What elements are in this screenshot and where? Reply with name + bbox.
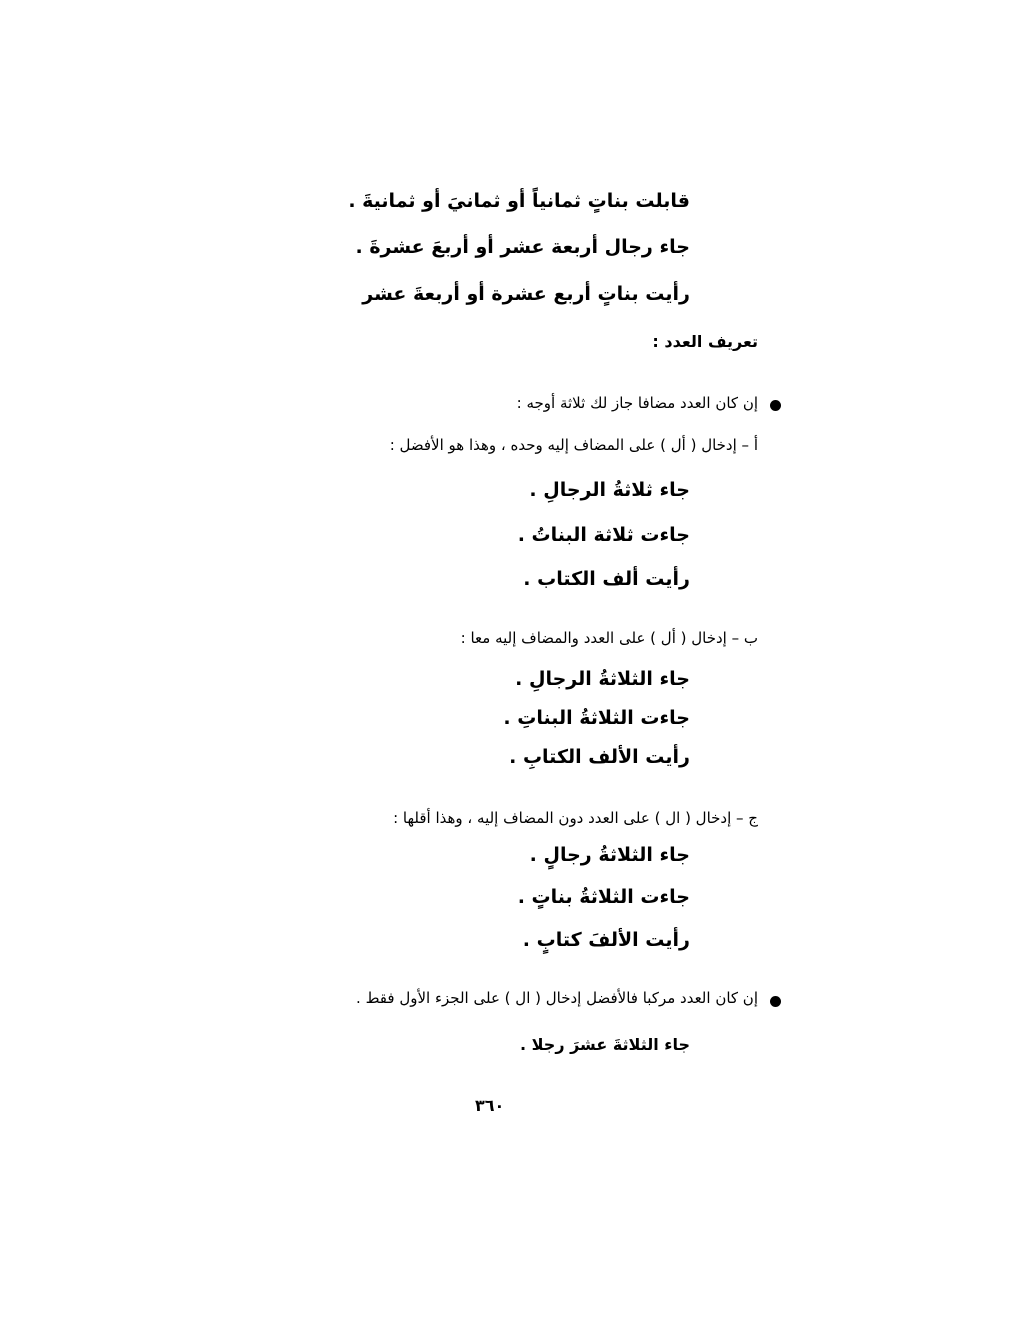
example-line: رأيت الألفَ كتابٍ . bbox=[522, 929, 690, 951]
case-c-text: ج – إدخال ( ال ) على العدد دون المضاف إليه ، وهذا أقلها : bbox=[393, 809, 758, 827]
case-b-text: ب – إدخال ( أل ) على العدد والمضاف إليه معا : bbox=[460, 629, 758, 647]
section-heading: تعريف العدد : bbox=[652, 332, 758, 351]
example-line: جاء الثلاثةُ رجالٍ . bbox=[529, 844, 690, 866]
example-line: جاءت ثلاثة البناتُ . bbox=[517, 524, 690, 546]
example-line: جاء الثلاثةُ الرجالِ . bbox=[515, 668, 690, 690]
example-line: جاءت الثلاثةُ بناتٍ . bbox=[517, 886, 690, 908]
rule-text: إن كان العدد مضافا جاز لك ثلاثة أوجه : bbox=[516, 394, 758, 412]
bullet-icon bbox=[770, 400, 781, 411]
example-line: جاء رجال أربعة عشر أو أربعَ عشرةَ . bbox=[355, 236, 690, 258]
example-line: رأيت الألف الكتابِ . bbox=[509, 746, 690, 768]
page-number: ٣٦٠ bbox=[475, 1096, 505, 1115]
bullet-icon bbox=[770, 996, 781, 1007]
example-line: جاءت الثلاثةُ البناتِ . bbox=[503, 707, 690, 729]
rule-text: إن كان العدد مركبا فالأفضل إدخال ( ال ) على الجزء الأول فقط . bbox=[356, 989, 758, 1007]
example-line: رأيت بناتٍ أربع عشرة أو أربعةَ عشر bbox=[362, 283, 690, 305]
example-line: جاء الثلاثةَ عشرَ رجلا . bbox=[519, 1035, 690, 1054]
example-line: رأيت ألف الكتاب . bbox=[523, 568, 690, 590]
example-line: جاء ثلاثةُ الرجالِ . bbox=[529, 479, 690, 501]
example-line: قابلت بناتٍ ثمانياً أو ثمانيَ أو ثمانيةَ . bbox=[348, 190, 690, 212]
case-a-text: أ – إدخال ( أل ) على المضاف إليه وحده ، وهذا هو الأفضل : bbox=[389, 436, 758, 454]
